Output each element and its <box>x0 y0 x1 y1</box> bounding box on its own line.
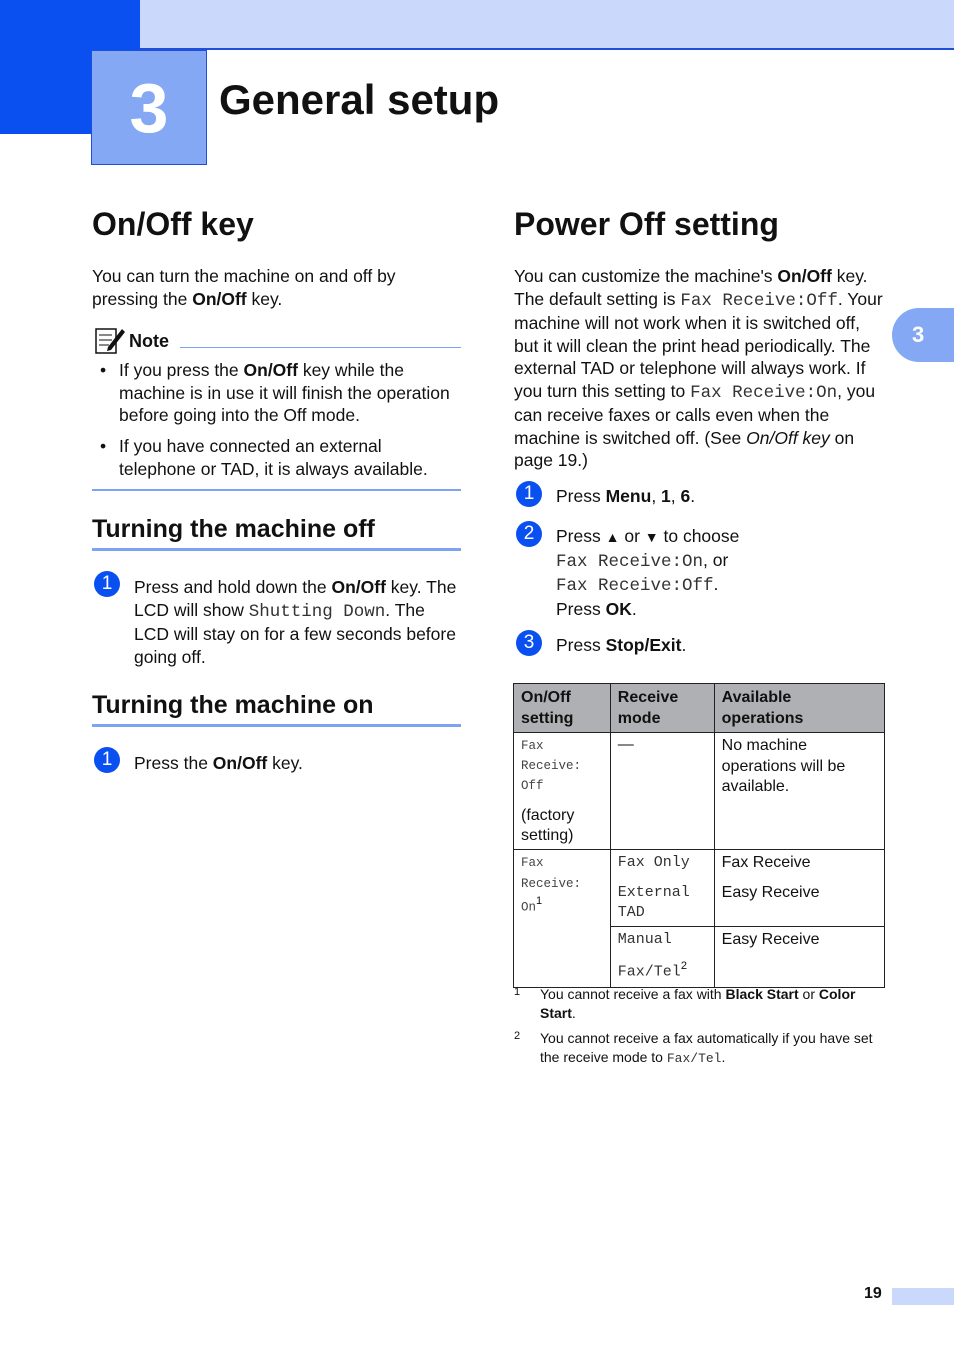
step-number-badge: 3 <box>516 630 542 656</box>
footnote-1: You cannot receive a fax with Black Start or Color Start. <box>540 986 856 1021</box>
onoff-heading: On/Off key <box>92 206 254 242</box>
table-cell: Fax Receive: On$^1$ <box>514 850 611 988</box>
power-off-paragraph: You can customize the machine's On/Off key. The default setting is Fax Receive:Off. Your machine will not work when it is switched off, but it will clean the print head periodically. The external TAD or telephone will always work. If you turn this setting to Fax Receive:On, you can receive faxes or calls even when the machine is switched off. (See On/Off key on page 19.) <box>514 266 883 470</box>
note-title: Note <box>129 331 169 351</box>
table-cell: No machine operations will be available. <box>714 733 884 850</box>
onoff-intro: You can turn the machine on and off by pressing the On/Off key. <box>92 266 396 309</box>
col-header: Available operations <box>714 684 884 733</box>
step-number-badge: 1 <box>516 481 542 507</box>
table-cell: Manual Fax/Tel$^2$ <box>610 927 714 988</box>
chapter-side-tab: 3 <box>892 308 954 362</box>
note-pencil-icon <box>94 325 126 355</box>
note-bottom-rule <box>92 489 461 491</box>
step-number-badge: 2 <box>516 521 542 547</box>
power-step-2: Press ▲ or ▼ to choose Fax Receive:On, or Fax Receive:Off. Press OK. <box>556 526 740 619</box>
page-footer-bar <box>892 1288 954 1305</box>
table-cell: Fax Receive Easy Receive <box>714 850 884 927</box>
chapter-number-box: 3 <box>91 50 207 165</box>
step-number-badge: 1 <box>94 571 120 597</box>
step-number-badge: 1 <box>94 747 120 773</box>
table-cell: Fax Only External TAD <box>610 850 714 927</box>
power-step-3: Press Stop/Exit. <box>556 635 687 655</box>
turn-off-heading: Turning the machine off <box>92 515 461 551</box>
footnote-marker: 1 <box>514 986 521 998</box>
up-arrow-icon: ▲ <box>605 529 620 545</box>
chapter-title: General setup <box>219 76 500 123</box>
table-row <box>514 733 885 850</box>
power-step-1: Press Menu, 1, 6. <box>556 486 696 506</box>
turn-on-heading: Turning the machine on <box>92 691 461 727</box>
turn-off-step: Press and hold down the On/Off key. The LCD will show Shutting Down. The LCD will stay on for a few seconds before going off. <box>134 577 457 667</box>
table-cell: Easy Receive <box>714 927 884 988</box>
down-arrow-icon: ▼ <box>644 529 659 545</box>
footnote-2: You cannot receive a fax automatically if you have set the receive mode to Fax/Tel. <box>540 1030 873 1066</box>
footnote-marker: 2 <box>514 1030 521 1042</box>
table-cell: Fax Receive: Off (factory setting) <box>514 733 611 850</box>
table-header-row <box>514 684 885 733</box>
note-item-2: • If you have connected an external telephone or TAD, it is always available. <box>100 436 428 479</box>
col-header: On/Off setting <box>514 684 611 733</box>
page-number: 19 <box>864 1285 882 1302</box>
table-cell: — <box>610 733 714 850</box>
col-header: Receive mode <box>610 684 714 733</box>
note-item-1: • If you press the On/Off key while the machine is in use it will finish the operation before going into the Off mode. <box>100 360 450 425</box>
power-off-table <box>513 683 885 988</box>
turn-on-step: Press the On/Off key. <box>134 753 303 773</box>
note-top-rule <box>180 347 461 348</box>
power-off-heading: Power Off setting <box>514 206 779 242</box>
header-band <box>140 0 954 50</box>
table-row <box>514 850 885 927</box>
